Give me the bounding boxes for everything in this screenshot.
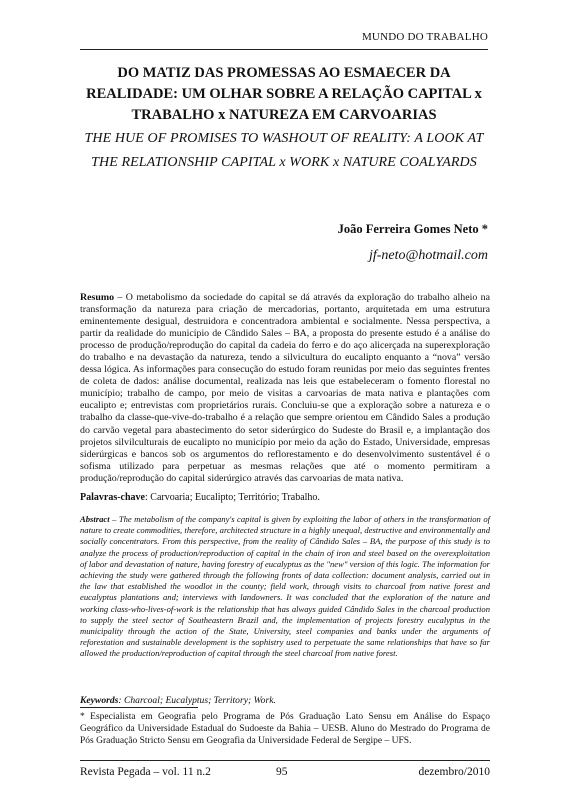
palavras-chave-text: : Carvoaria; Eucalipto; Território; Trabalho. bbox=[145, 492, 320, 503]
resumo-text: – O metabolismo da sociedade do capital se dá através da exploração do trabalho alheio na transformação da natureza para criação de mercadorias, portanto, arquitetada em uma estrutura eminentemente desigual, destruidora e concentradora ambiental e socialmente. Nessa perspectiva, a partir da realidade do município de Cândido Sales – BA, a proposta do presente estudo é a análise do processo de produção/reprodução do capital da cadeia do ferro e do aço alicerçada na superexploração do trabalho e na devastação da natureza, tendo a silvicultura do eucalipto enquanto a “nova” versão dessa lógica. As informações para consecução do estudo foram reunidas por meio das seguintes frentes de coleta de dados: análise documental, realizada nas leis que estabeleceram o fomento florestal no município; trabalho de campo, por meio de visitas a carvoarias de mata nativa e plantações com eucalipto e; entrevistas com proprietários rurais. Concluiu-se que a exploração sobre a natureza e o trabalho da classe-que-vive-do-trabalho é a relação que sempre orientou em Cândido Sales a produção do carvão vegetal para abastecimento do setor siderúrgico do Sudeste do Brasil e, a implantação dos projetos silvilculturais de eucalipto no município por meio da ação do Estado, Universidade, empresas siderúrgicas e bancos sob os argumentos do reflorestamento e do desenvolvimento sustentável é o sofisma utilizado para perpetuar as mesmas relações que até o momento permitiram a produção/reprodução do capital siderúrgico através das carvoarias de mata nativa. bbox=[80, 292, 490, 484]
abstract-label: Abstract bbox=[80, 514, 110, 524]
abstract-paragraph bbox=[80, 514, 490, 660]
header-rule bbox=[80, 49, 488, 50]
footnote: * Especialista em Geografia pelo Programa de Pós Graduação Lato Sensu em Análise do Espaço Geográfico da Universidade Estadual do Sudoeste da Bahia – UESB. Aluno do Mestrado do Programa de Pós Graduação Stricto Sensu em Geografia da Universidade Federal de Sergipe – UFS. bbox=[80, 712, 490, 746]
footer-journal: Revista Pegada – vol. 11 n.2 bbox=[80, 766, 211, 778]
page-number: 95 bbox=[276, 766, 288, 778]
palavras-chave-label: Palavras-chave bbox=[80, 492, 145, 503]
author-name: João Ferreira Gomes Neto * bbox=[337, 222, 488, 236]
author-email: jf-neto@hotmail.com bbox=[368, 248, 488, 263]
palavras-chave-paragraph bbox=[80, 492, 490, 504]
resumo-paragraph bbox=[80, 292, 490, 485]
footer-rule bbox=[80, 760, 490, 761]
resumo-label: Resumo bbox=[80, 292, 115, 303]
footer-date: dezembro/2010 bbox=[418, 766, 490, 778]
abstract-text: – The metabolism of the company's capital is given by exploiting the labor of others in the transformation of nature to create commodities, therefore, architected structure in a highly unequal, destructive and environmentally and socially concentrators. From this perspective, from the reality of Cândido Sales – BA, the purpose of this study is to analyze the process of production/reproduction of capital in the chain of iron and steel based on the overexploitation of labor and devastation of nature, having forestry of eucalyptus as the "new" version of this logic. The information for achieving the study were gathered through the following fronts of data collection: document analysis, carried out in the law that established the woodlot in the county; field work, through visits to charcoal from native forest and eucalyptus plantations and; interviews with landowners. It was concluded that the exploration of the nature and working class-who-lives-of-work is the relationship that has always guided Cândido Sales in the charcoal production to supply the steel sector of Southeastern Brazil and, the implementation of projects forestry eucalyptus in the municipality through the action of the State, University, steel companies and banks under the arguments of reforestation and sustainable development is the sophistry used to perpetuate the same relationships that have so far allowed the production/reproduction of capital through the steel charcoal from native forest. bbox=[80, 514, 490, 659]
keywords-label: Keywords bbox=[80, 695, 119, 706]
section-label: MUNDO DO TRABALHO bbox=[361, 31, 488, 43]
keywords-paragraph bbox=[80, 695, 490, 707]
keywords-text: : Charcoal; Eucalyptus; Territory; Work. bbox=[118, 695, 276, 706]
title-portuguese: DO MATIZ DAS PROMESSAS AO ESMAECER DA REALIDADE: UM OLHAR SOBRE A RELAÇÃO CAPITAL x TRABALHO x NATUREZA EM CARVOARIAS bbox=[86, 65, 482, 123]
footnote-rule bbox=[80, 707, 198, 708]
title-english: THE HUE OF PROMISES TO WASHOUT OF REALITY: A LOOK AT THE RELATIONSHIP CAPITAL x WORK x NATURE COALYARDS bbox=[84, 131, 484, 170]
